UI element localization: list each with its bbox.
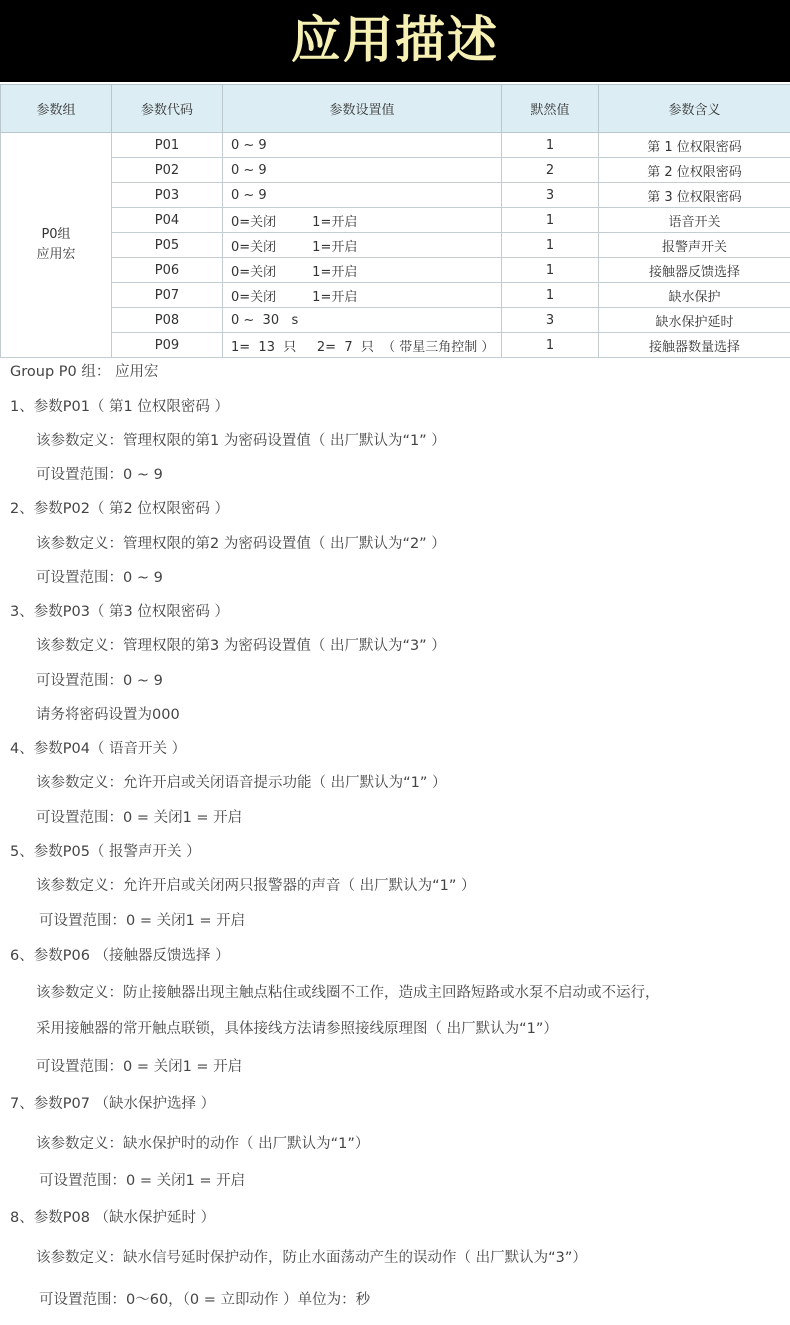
p04-title: 4、参数P04（ 语音开关 ）: [10, 741, 187, 757]
p04-definition: 该参数定义：允许开启或关闭语音提示功能（ 出厂默认为“1” ）: [36, 775, 447, 791]
p02-title: 2、参数P02（ 第2 位权限密码 ）: [10, 501, 229, 517]
p07-definition: 该参数定义：缺水保护时的动作（ 出厂默认为“1”）: [36, 1136, 370, 1152]
setting-cell: 0 ~ 9: [223, 133, 502, 158]
table-row: [1, 258, 790, 283]
meaning-cell: 缺水保护: [599, 283, 790, 308]
meaning-cell: 接触器反馈选择: [599, 258, 790, 283]
header-setting: 参数设置值: [223, 85, 502, 133]
code-cell: P04: [112, 208, 223, 233]
p02-range: 可设置范围：0 ~ 9: [36, 570, 163, 586]
code-cell: P01: [112, 133, 223, 158]
setting-on: 1=开启: [312, 289, 358, 305]
p06-title: 6、参数P06 （接触器反馈选择 ）: [10, 948, 230, 964]
p03-note: 请务将密码设置为000: [36, 707, 180, 723]
table-row: [1, 183, 790, 208]
setting-on: 1=开启: [312, 264, 358, 280]
header-group: 参数组: [1, 85, 112, 133]
header-default: 默然值: [502, 85, 599, 133]
setting-on: 1=开启: [312, 214, 358, 230]
default-cell: 1: [502, 283, 599, 308]
setting-off: 0=关闭: [231, 264, 277, 280]
default-cell: 1: [502, 333, 599, 358]
group-cell: [1, 133, 112, 358]
table-row: [1, 133, 790, 158]
p05-range: 可设置范围：0 = 关闭1 = 开启: [39, 913, 246, 929]
default-cell: 3: [502, 308, 599, 333]
p01-title: 1、参数P01（ 第1 位权限密码 ）: [10, 399, 229, 415]
meaning-cell: 语音开关: [599, 208, 790, 233]
setting-cell: [223, 233, 502, 258]
default-cell: 2: [502, 158, 599, 183]
title-banner: [0, 0, 790, 82]
meaning-cell: 第 2 位权限密码: [599, 158, 790, 183]
setting-cell: [223, 258, 502, 283]
p06-definition-line2: 采用接触器的常开触点联锁，具体接线方法请参照接线原理图（ 出厂默认为“1”）: [36, 1021, 558, 1037]
setting-cell: [223, 208, 502, 233]
code-cell: P08: [112, 308, 223, 333]
p08-definition: 该参数定义：缺水信号延时保护动作，防止水面荡动产生的误动作（ 出厂默认为“3”）: [36, 1250, 587, 1266]
meaning-cell: 第 3 位权限密码: [599, 183, 790, 208]
code-cell: P05: [112, 233, 223, 258]
code-cell: P06: [112, 258, 223, 283]
section-intro: Group P0 组： 应用宏: [10, 364, 159, 380]
table-row: [1, 333, 790, 358]
group-desc: 应用宏: [36, 247, 76, 262]
p04-range: 可设置范围：0 = 关闭1 = 开启: [36, 810, 243, 826]
setting-cell: 0 ~ 9: [223, 158, 502, 183]
p01-range: 可设置范围：0 ~ 9: [36, 467, 163, 483]
meaning-cell: 第 1 位权限密码: [599, 133, 790, 158]
default-cell: 1: [502, 258, 599, 283]
p06-definition-line1: 该参数定义：防止接触器出现主触点粘住或线圈不工作，造成主回路短路或水泵不启动或不运行，: [36, 985, 660, 1001]
table-row: [1, 208, 790, 233]
p02-definition: 该参数定义：管理权限的第2 为密码设置值（ 出厂默认为“2” ）: [36, 536, 446, 552]
default-cell: 3: [502, 183, 599, 208]
header-meaning: 参数含义: [599, 85, 790, 133]
table-row: [1, 283, 790, 308]
table-row: [1, 233, 790, 258]
setting-off: 0=关闭: [231, 239, 277, 255]
p07-range: 可设置范围：0 = 关闭1 = 开启: [39, 1173, 246, 1189]
p01-definition: 该参数定义：管理权限的第1 为密码设置值（ 出厂默认为“1” ）: [36, 433, 446, 449]
default-cell: 1: [502, 233, 599, 258]
p05-title: 5、参数P05（ 报警声开关 ）: [10, 844, 201, 860]
p05-definition: 该参数定义：允许开启或关闭两只报警器的声音（ 出厂默认为“1” ）: [36, 878, 476, 894]
code-cell: P03: [112, 183, 223, 208]
setting-cell: [223, 283, 502, 308]
p06-range: 可设置范围：0 = 关闭1 = 开启: [36, 1059, 243, 1075]
p03-range: 可设置范围：0 ~ 9: [36, 673, 163, 689]
meaning-cell: 报警声开关: [599, 233, 790, 258]
setting-cell: 0 ~ 9: [223, 183, 502, 208]
code-cell: P07: [112, 283, 223, 308]
setting-off: 0=关闭: [231, 289, 277, 305]
default-cell: 1: [502, 133, 599, 158]
parameter-table: [0, 84, 790, 358]
group-name: P0组: [41, 227, 71, 242]
p03-title: 3、参数P03（ 第3 位权限密码 ）: [10, 604, 229, 620]
table-row: [1, 158, 790, 183]
code-cell: P02: [112, 158, 223, 183]
default-cell: 1: [502, 208, 599, 233]
header-code: 参数代码: [112, 85, 223, 133]
setting-on: 1=开启: [312, 239, 358, 255]
page-title: 应用描述: [291, 11, 499, 69]
meaning-cell: 缺水保护延时: [599, 308, 790, 333]
p08-title: 8、参数P08 （缺水保护延时 ）: [10, 1210, 216, 1226]
table-row: [1, 308, 790, 333]
p08-range: 可设置范围：0〜60，（0 = 立即动作 ）单位为：秒: [39, 1292, 371, 1308]
code-cell: P09: [112, 333, 223, 358]
table-header-row: [1, 85, 790, 133]
setting-off: 0=关闭: [231, 214, 277, 230]
p07-title: 7、参数P07 （缺水保护选择 ）: [10, 1096, 216, 1112]
meaning-cell: 接触器数量选择: [599, 333, 790, 358]
setting-cell: 1= 13 只 2= 7 只 （ 带星三角控制 ）: [223, 333, 502, 358]
p03-definition: 该参数定义：管理权限的第3 为密码设置值（ 出厂默认为“3” ）: [36, 638, 446, 654]
setting-cell: 0 ~ 30 s: [223, 308, 502, 333]
